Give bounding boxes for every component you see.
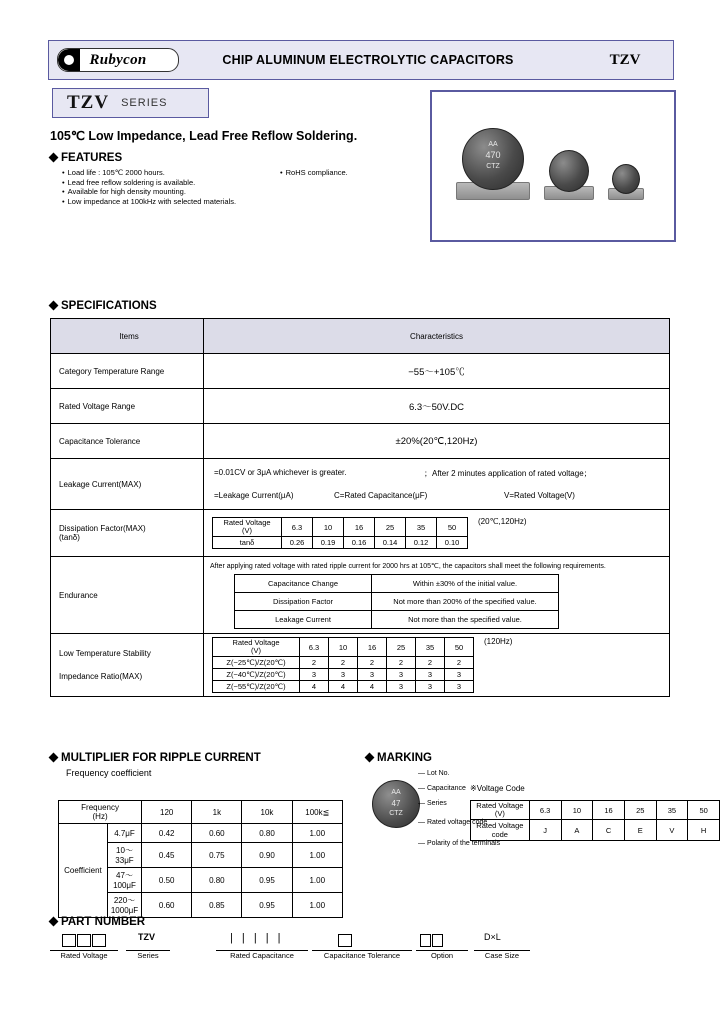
lowtemp-head-line2: (V) (251, 646, 261, 655)
cell: 0.12 (406, 537, 437, 549)
cell: 16 (344, 518, 375, 537)
cell: 3 (416, 681, 445, 693)
cell: 2 (300, 657, 329, 669)
features-list (62, 168, 236, 206)
cell: 3 (387, 681, 416, 693)
multiplier-heading-text: MULTIPLIER FOR RIPPLE CURRENT (61, 752, 261, 764)
diamond-bullet-icon (365, 753, 375, 763)
cell: 0.85 (192, 893, 242, 918)
capacitor-body (612, 164, 640, 194)
cell: 0.45 (142, 843, 192, 868)
table-row (59, 801, 343, 824)
diamond-bullet-icon (49, 153, 59, 163)
cell: Z(−40℃)/Z(20℃) (213, 669, 300, 681)
row-label-capacitance-tolerance: Capacitance Tolerance (51, 424, 204, 459)
marking-line3: CTZ (389, 810, 403, 817)
lowtemp-label-line2: Impedance Ratio(MAX) (59, 672, 143, 681)
cell: 0.10 (437, 537, 468, 549)
voltage-code-head (471, 801, 530, 820)
part-number-diagram (50, 934, 670, 974)
cell: J (529, 820, 561, 841)
cell: 0.75 (192, 843, 242, 868)
list-item: • Load life : 105℃ 2000 hours. (62, 168, 236, 178)
cell: 0.19 (313, 537, 344, 549)
row-label-leakage-current: Leakage Current(MAX) (51, 459, 204, 510)
capacitor-body (549, 150, 589, 192)
dissipation-label-line1: Dissipation Factor(MAX) (59, 524, 146, 533)
row-label-category-temperature: Category Temperature Range (51, 354, 204, 389)
voltage-code-head-line2: (V) (494, 809, 505, 818)
cell: 4.7μF (107, 824, 141, 843)
cell: 2 (416, 657, 445, 669)
lowtemp-head-voltage (213, 638, 300, 657)
cell: 4 (300, 681, 329, 693)
cell: 0.60 (192, 824, 242, 843)
cell: 16 (358, 638, 387, 657)
cell: 50 (445, 638, 474, 657)
series-name: TZV (67, 92, 110, 113)
cell: 0.60 (142, 893, 192, 918)
cell: Leakage Current (235, 610, 372, 628)
cell: Within ±30% of the initial value. (372, 574, 559, 592)
cell: 35 (656, 801, 688, 820)
table-row (213, 537, 468, 549)
pn-box (420, 934, 431, 947)
voltage-code-row-label: Rated Voltage code (471, 820, 530, 841)
cap-marking-line2: 470 (485, 150, 501, 160)
cell: 3 (300, 669, 329, 681)
cell: Capacitance Change (235, 574, 372, 592)
series-word: SERIES (121, 97, 168, 109)
callout-capacitance: — Capacitance (418, 785, 466, 792)
cell: V (656, 820, 688, 841)
marking-line2: 47 (391, 799, 401, 808)
voltage-code-table (470, 800, 720, 841)
cell: 0.95 (242, 893, 292, 918)
pn-box (92, 934, 106, 947)
table-row (213, 681, 474, 693)
col-header-characteristics: Characteristics (204, 319, 670, 354)
cell: C (593, 820, 625, 841)
cell: 50 (688, 801, 720, 820)
leakage-line2-b: C=Rated Capacitance(μF) (334, 491, 428, 500)
dissipation-label-line2: (tanδ) (59, 533, 80, 542)
cell: 3 (445, 669, 474, 681)
cell: 1.00 (292, 893, 342, 918)
series-badge (52, 88, 209, 118)
cell: 25 (624, 801, 656, 820)
multiplier-corner-line2: (Hz) (92, 812, 108, 821)
table-row (235, 574, 559, 592)
col-header-items: Items (51, 319, 204, 354)
pn-label-case-size: Case Size (484, 951, 520, 960)
cell: 2 (358, 657, 387, 669)
pn-label-capacitance-tolerance: Capacitance Tolerance (323, 951, 401, 960)
cell: 0.80 (192, 868, 242, 893)
product-photo (430, 90, 676, 242)
cell: 10 (313, 518, 344, 537)
leakage-line1-right: ；After 2 minutes application of rated voltage； (424, 469, 592, 478)
cell: 0.26 (282, 537, 313, 549)
cell: 1.00 (292, 824, 342, 843)
pn-box (62, 934, 76, 947)
capacitor-small-image (608, 162, 642, 204)
cell: 2 (387, 657, 416, 669)
cell: 50 (437, 518, 468, 537)
callout-series: — Series (418, 800, 447, 807)
cell: 0.80 (242, 824, 292, 843)
lowtemp-inner-table (212, 637, 474, 693)
row-value-rated-voltage-range: 6.3〜50V.DC (204, 389, 670, 424)
callout-rated-voltage-code: — Rated voltage code (418, 819, 488, 826)
table-row (51, 354, 670, 389)
multiplier-subheading: Frequency coefficient (66, 768, 152, 778)
table-row (51, 389, 670, 424)
rubycon-logo (57, 48, 179, 72)
endurance-intro: After applying rated voltage with rated ripple current for 2000 hrs at 105℃, the capacitors shall meet the following requirements. (210, 562, 606, 570)
cell: 10～33μF (107, 843, 141, 868)
voltage-code-head-line1: Rated Voltage (476, 801, 524, 810)
cell: 25 (375, 518, 406, 537)
cell: 6.3 (300, 638, 329, 657)
pn-case-size-text: D×L (484, 932, 501, 942)
leakage-line2-a: =Leakage Current(μA) (214, 491, 294, 500)
voltage-code-title: ※Voltage Code (470, 784, 525, 793)
pn-label-series: Series (137, 951, 159, 960)
table-row (213, 669, 474, 681)
callout-polarity: — Polarity of the terminals (418, 840, 501, 847)
list-item: • Available for high density mounting. (62, 187, 236, 197)
cell: 10 (561, 801, 593, 820)
pn-series-text: TZV (138, 932, 155, 942)
dissipation-head-voltage (213, 518, 282, 537)
cell: 6.3 (282, 518, 313, 537)
cell: Not more than the specified value. (372, 610, 559, 628)
endurance-inner-table (234, 574, 559, 629)
callout-lot-no: — Lot No. (418, 770, 450, 777)
features-list-right (280, 168, 348, 178)
cell: 35 (406, 518, 437, 537)
cell: 16 (593, 801, 625, 820)
row-value-leakage-current (204, 459, 670, 510)
marking-capacitor-body (372, 780, 420, 828)
page-subtitle: 105℃ Low Impedance, Lead Free Reflow Soldering. (50, 129, 358, 143)
pn-box (77, 934, 91, 947)
col-header: 10k (242, 801, 292, 824)
diamond-bullet-icon (49, 917, 59, 927)
row-value-capacitance-tolerance: ±20%(20℃,120Hz) (204, 424, 670, 459)
cell: 0.95 (242, 868, 292, 893)
table-row (51, 424, 670, 459)
specifications-table (50, 318, 670, 697)
part-number-heading (50, 916, 145, 928)
cell: Dissipation Factor (235, 592, 372, 610)
capacitor-large-image (456, 124, 528, 204)
cell: E (624, 820, 656, 841)
row-value-endurance (204, 557, 670, 634)
cell: 3 (387, 669, 416, 681)
multiplier-table (58, 800, 343, 918)
cell: 3 (445, 681, 474, 693)
table-row (59, 824, 343, 843)
pn-capacitance-boxes: | | | | | (230, 932, 284, 944)
cell: Z(−25℃)/Z(20℃) (213, 657, 300, 669)
cell: 0.50 (142, 868, 192, 893)
cell: 2 (445, 657, 474, 669)
multiplier-corner-header (59, 801, 142, 824)
row-label-rated-voltage-range: Rated Voltage Range (51, 389, 204, 424)
table-row (213, 657, 474, 669)
dissipation-note: (20℃,120Hz) (478, 517, 527, 526)
table-row (235, 610, 559, 628)
table-row (51, 634, 670, 697)
features-heading (50, 152, 122, 164)
multiplier-row-label: Coefficient (59, 824, 108, 918)
table-row (51, 319, 670, 354)
cell: 35 (416, 638, 445, 657)
features-heading-text: FEATURES (61, 152, 123, 164)
pn-box (432, 934, 443, 947)
multiplier-corner-line1: Frequency (81, 803, 119, 812)
cell: 0.14 (375, 537, 406, 549)
cell: H (688, 820, 720, 841)
row-label-endurance: Endurance (51, 557, 204, 634)
cell: 1.00 (292, 868, 342, 893)
table-row (471, 801, 720, 820)
cell: 47～100μF (107, 868, 141, 893)
cell: 0.42 (142, 824, 192, 843)
cap-marking-line1: AA (488, 141, 498, 148)
pn-box (338, 934, 352, 947)
page-header (48, 40, 674, 80)
cell: 0.90 (242, 843, 292, 868)
row-label-low-temperature-stability (51, 634, 204, 697)
lowtemp-head-line1: Rated Voltage (232, 638, 280, 647)
cap-marking-line3: CTZ (486, 163, 500, 170)
capacitor-medium-image (544, 148, 592, 204)
brand-text: Rubycon (89, 51, 147, 68)
cell: 6.3 (529, 801, 561, 820)
pn-label-rated-capacitance: Rated Capacitance (230, 951, 294, 960)
col-header: 120 (142, 801, 192, 824)
diamond-bullet-icon (49, 301, 59, 311)
cell: 4 (329, 681, 358, 693)
table-row (471, 820, 720, 841)
header-title: CHIP ALUMINUM ELECTROLYTIC CAPACITORS (222, 53, 514, 67)
cell: 25 (387, 638, 416, 657)
marking-line1: AA (391, 789, 401, 796)
pn-label-rated-voltage: Rated Voltage (60, 951, 108, 960)
marking-heading-text: MARKING (377, 752, 432, 764)
col-header: 1k (192, 801, 242, 824)
cell: 3 (416, 669, 445, 681)
cell: 0.16 (344, 537, 375, 549)
dissipation-inner-table (212, 517, 468, 549)
lowtemp-note: (120Hz) (484, 637, 513, 646)
lowtemp-label-line1: Low Temperature Stability (59, 649, 151, 658)
specifications-heading (50, 300, 157, 312)
dissipation-head-tand: tanδ (213, 537, 282, 549)
table-row (51, 510, 670, 557)
dissipation-head-line1: Rated Voltage (223, 518, 271, 527)
cell: A (561, 820, 593, 841)
list-item: • RoHS compliance. (280, 168, 348, 178)
part-number-heading-text: PART NUMBER (61, 916, 146, 928)
multiplier-heading (50, 752, 261, 764)
list-item: • Lead free reflow soldering is available. (62, 178, 236, 188)
col-header: 100k≦ (292, 801, 342, 824)
pn-label-option: Option (430, 951, 454, 960)
marking-heading (366, 752, 432, 764)
cell: 1.00 (292, 843, 342, 868)
cell: Not more than 200% of the specified value. (372, 592, 559, 610)
specifications-heading-text: SPECIFICATIONS (61, 300, 157, 312)
table-row (213, 638, 474, 657)
table-row (213, 518, 468, 537)
table-row (235, 592, 559, 610)
cell: 4 (358, 681, 387, 693)
cell: 10 (329, 638, 358, 657)
leakage-line1-left: =0.01CV or 3μA whichever is greater. (214, 468, 347, 477)
cell: 3 (329, 669, 358, 681)
table-row (51, 459, 670, 510)
cell: 2 (329, 657, 358, 669)
table-row (51, 557, 670, 634)
header-series-code: TZV (609, 51, 641, 68)
row-value-low-temperature-stability (204, 634, 670, 697)
list-item: • Low impedance at 100kHz with selected materials. (62, 197, 236, 207)
diamond-bullet-icon (49, 753, 59, 763)
capacitor-body (462, 128, 524, 190)
row-label-dissipation-factor (51, 510, 204, 557)
row-value-category-temperature: −55～+105℃ (204, 354, 670, 389)
dissipation-head-line2: (V) (242, 526, 252, 535)
cell: 3 (358, 669, 387, 681)
leakage-line2-c: V=Rated Voltage(V) (504, 491, 575, 500)
row-value-dissipation-factor (204, 510, 670, 557)
cell: Z(−55℃)/Z(20℃) (213, 681, 300, 693)
cell: 220～1000μF (107, 893, 141, 918)
